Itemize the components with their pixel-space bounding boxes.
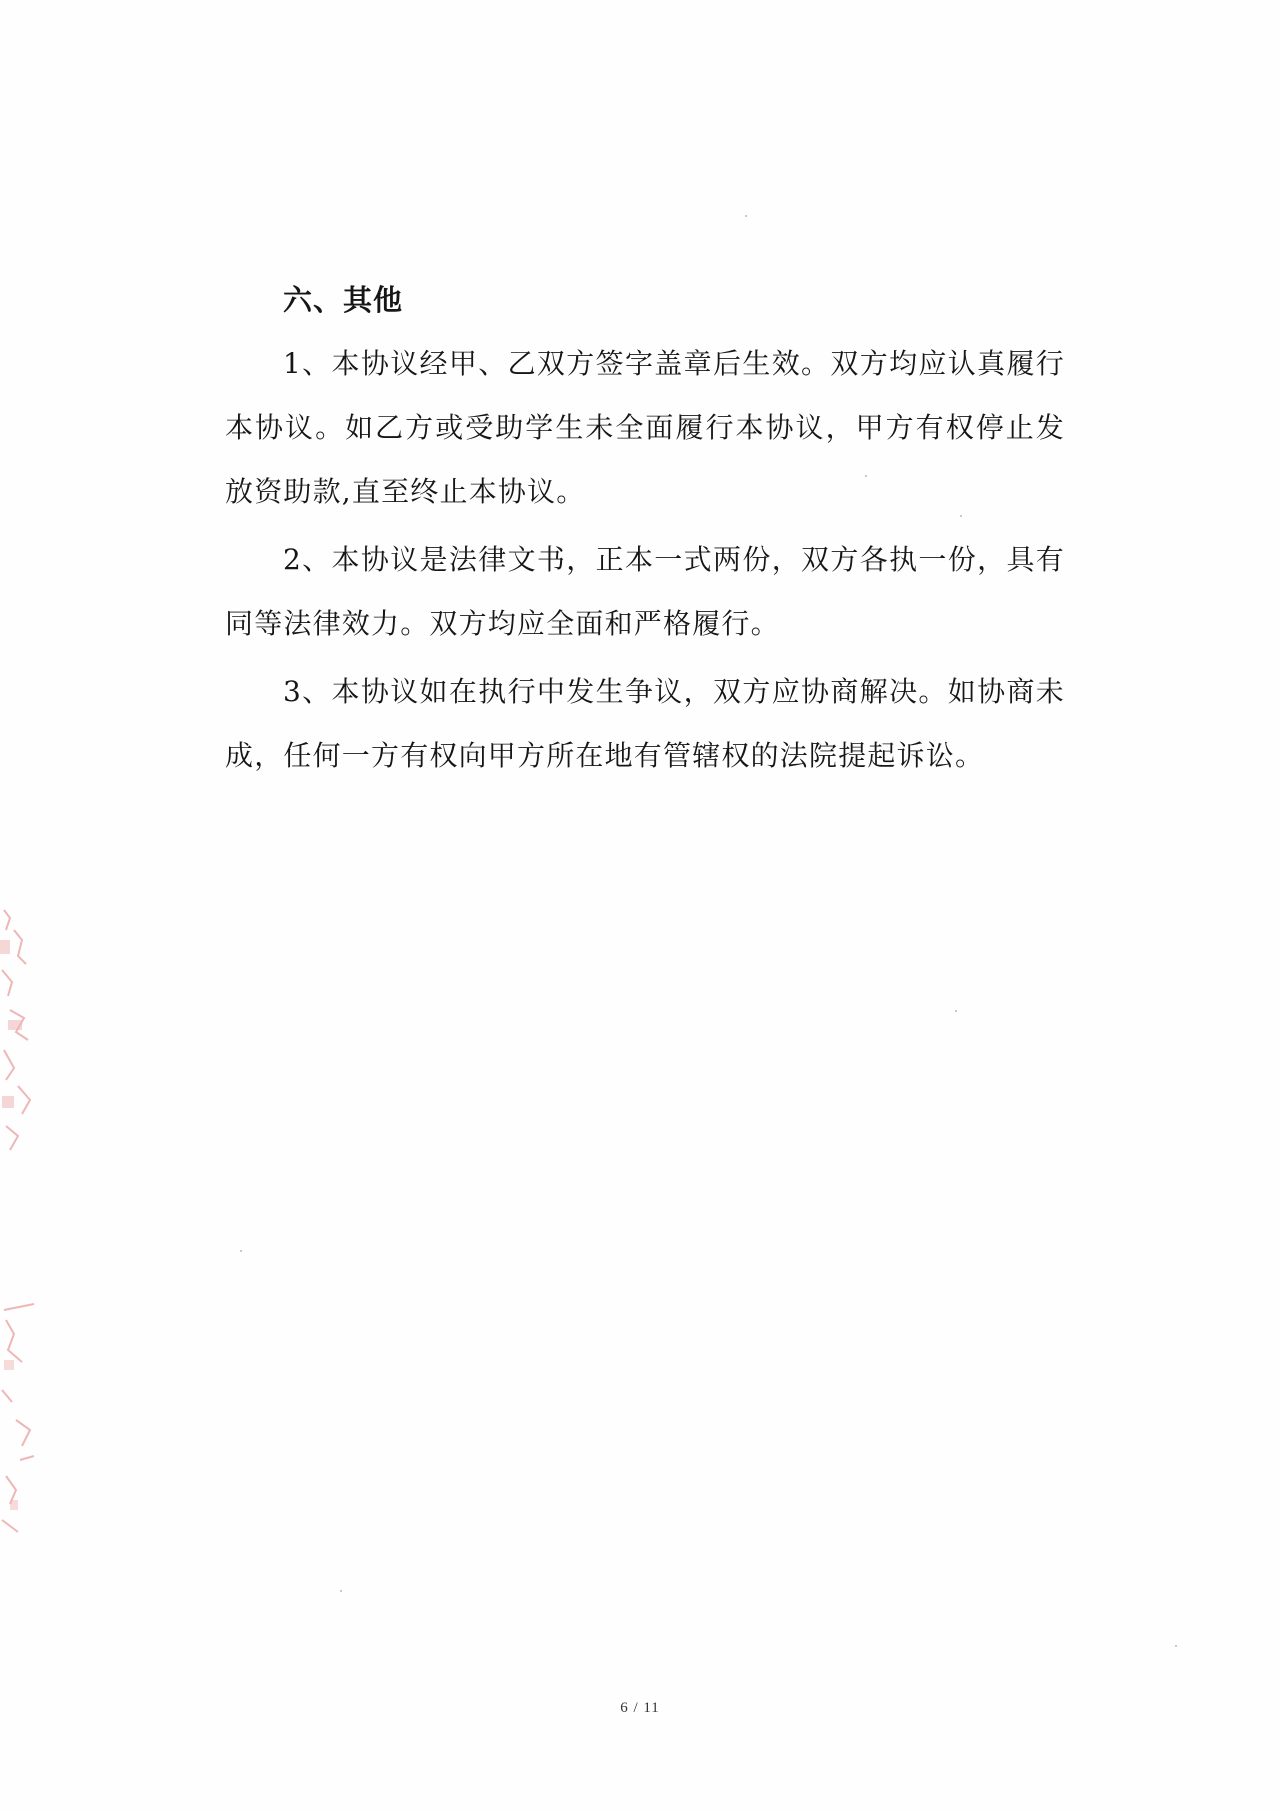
scan-speck [1175, 1645, 1177, 1647]
page-number: 6 / 11 [620, 1700, 660, 1716]
section-title: 六、其他 [283, 283, 404, 317]
scan-speck [745, 215, 747, 217]
scan-speck [240, 1250, 242, 1252]
stamp-remnant-lower [0, 1300, 60, 1550]
scan-speck [955, 1010, 957, 1012]
scan-speck [340, 1590, 342, 1592]
stamp-remnant-upper [0, 900, 60, 1160]
clause-3: 3、本协议如在执行中发生争议，双方应协商解决。如协商未成，任何一方有权向甲方所在地有管辖权的法院提起诉讼。 [225, 675, 1065, 772]
clause-2: 2、本协议是法律文书，正本一式两份，双方各执一份，具有同等法律效力。双方均应全面和严格履行。 [225, 543, 1065, 640]
clause-1: 1、本协议经甲、乙双方签字盖章后生效。双方均应认真履行本协议。如乙方或受助学生未全面履行本协议，甲方有权停止发放资助款,直至终止本协议。 [225, 347, 1065, 508]
scan-speck [960, 515, 962, 517]
scan-speck [865, 475, 867, 477]
